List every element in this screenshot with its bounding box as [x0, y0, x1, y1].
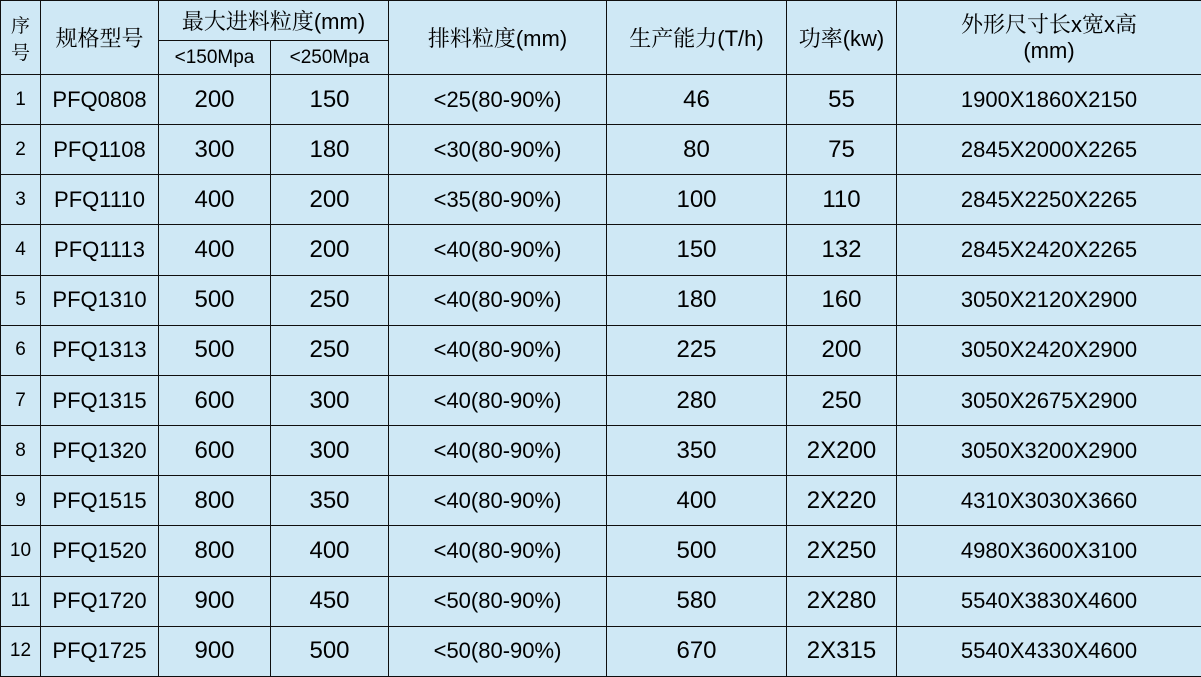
cell-feed150: 500: [159, 275, 271, 325]
cell-discharge: <40(80-90%): [389, 275, 607, 325]
cell-discharge: <40(80-90%): [389, 526, 607, 576]
table-row: [1, 325, 1201, 375]
cell-model: PFQ1520: [41, 526, 159, 576]
cell-feed250: 350: [271, 476, 389, 526]
cell-capacity: 670: [607, 626, 787, 676]
header-dimensions: [897, 1, 1201, 75]
cell-dimensions: 5540X4330X4600: [897, 626, 1201, 676]
header-index-line1: 序: [10, 15, 30, 37]
cell-index: 7: [1, 375, 41, 425]
cell-capacity: 180: [607, 275, 787, 325]
cell-feed150: 500: [159, 325, 271, 375]
cell-model: PFQ1110: [41, 175, 159, 225]
cell-capacity: 280: [607, 375, 787, 425]
cell-power: 2X220: [787, 476, 897, 526]
header-index-line2: 号: [10, 42, 30, 64]
cell-index: 6: [1, 325, 41, 375]
cell-feed150: 900: [159, 626, 271, 676]
cell-capacity: 400: [607, 476, 787, 526]
cell-dimensions: 3050X2675X2900: [897, 375, 1201, 425]
cell-power: 2X200: [787, 426, 897, 476]
cell-discharge: <40(80-90%): [389, 476, 607, 526]
cell-model: PFQ1108: [41, 125, 159, 175]
cell-index: 1: [1, 75, 41, 125]
cell-model: PFQ1310: [41, 275, 159, 325]
header-capacity: 生产能力(T/h): [607, 1, 787, 75]
header-row-primary: [1, 1, 1201, 41]
cell-discharge: <50(80-90%): [389, 576, 607, 626]
table-row: [1, 576, 1201, 626]
cell-model: PFQ1720: [41, 576, 159, 626]
table-row: [1, 626, 1201, 676]
cell-index: 9: [1, 476, 41, 526]
cell-feed250: 250: [271, 325, 389, 375]
cell-model: PFQ1113: [41, 225, 159, 275]
cell-feed250: 300: [271, 426, 389, 476]
cell-dimensions: 2845X2000X2265: [897, 125, 1201, 175]
cell-power: 250: [787, 375, 897, 425]
header-feed-under-250mpa: <250Mpa: [271, 41, 389, 75]
cell-dimensions: 4310X3030X3660: [897, 476, 1201, 526]
cell-power: 2X280: [787, 576, 897, 626]
cell-model: PFQ1725: [41, 626, 159, 676]
table-row: [1, 125, 1201, 175]
cell-capacity: 100: [607, 175, 787, 225]
cell-capacity: 350: [607, 426, 787, 476]
cell-dimensions: 3050X3200X2900: [897, 426, 1201, 476]
cell-feed250: 300: [271, 375, 389, 425]
cell-feed250: 200: [271, 175, 389, 225]
cell-feed250: 150: [271, 75, 389, 125]
cell-discharge: <40(80-90%): [389, 426, 607, 476]
cell-model: PFQ1515: [41, 476, 159, 526]
table-row: [1, 476, 1201, 526]
cell-power: 75: [787, 125, 897, 175]
table-header: [1, 1, 1201, 75]
cell-discharge: <40(80-90%): [389, 375, 607, 425]
cell-discharge: <50(80-90%): [389, 626, 607, 676]
cell-feed150: 900: [159, 576, 271, 626]
cell-index: 11: [1, 576, 41, 626]
cell-power: 200: [787, 325, 897, 375]
table-body: [1, 75, 1201, 677]
cell-dimensions: 4980X3600X3100: [897, 526, 1201, 576]
cell-power: 110: [787, 175, 897, 225]
table-row: [1, 75, 1201, 125]
cell-model: PFQ1320: [41, 426, 159, 476]
table-row: [1, 526, 1201, 576]
cell-capacity: 46: [607, 75, 787, 125]
table-row: [1, 175, 1201, 225]
cell-discharge: <25(80-90%): [389, 75, 607, 125]
cell-index: 10: [1, 526, 41, 576]
cell-feed250: 200: [271, 225, 389, 275]
cell-index: 3: [1, 175, 41, 225]
cell-feed150: 400: [159, 225, 271, 275]
header-power: 功率(kw): [787, 1, 897, 75]
cell-feed250: 250: [271, 275, 389, 325]
cell-power: 160: [787, 275, 897, 325]
cell-power: 55: [787, 75, 897, 125]
cell-feed150: 400: [159, 175, 271, 225]
cell-power: 132: [787, 225, 897, 275]
cell-capacity: 580: [607, 576, 787, 626]
cell-model: PFQ1315: [41, 375, 159, 425]
header-dimensions-line1: 外形尺寸长x宽x高: [960, 12, 1137, 38]
header-max-feed-size: 最大进料粒度(mm): [159, 1, 389, 41]
cell-feed150: 200: [159, 75, 271, 125]
cell-index: 8: [1, 426, 41, 476]
cell-capacity: 225: [607, 325, 787, 375]
cell-index: 12: [1, 626, 41, 676]
cell-feed250: 180: [271, 125, 389, 175]
table-row: [1, 426, 1201, 476]
header-feed-under-150mpa: <150Mpa: [159, 41, 271, 75]
header-dimensions-line2: (mm): [1023, 37, 1075, 63]
cell-discharge: <30(80-90%): [389, 125, 607, 175]
cell-model: PFQ1313: [41, 325, 159, 375]
cell-capacity: 150: [607, 225, 787, 275]
cell-feed150: 600: [159, 426, 271, 476]
cell-power: 2X315: [787, 626, 897, 676]
cell-dimensions: 3050X2420X2900: [897, 325, 1201, 375]
cell-feed250: 400: [271, 526, 389, 576]
cell-feed250: 450: [271, 576, 389, 626]
cell-feed150: 600: [159, 375, 271, 425]
cell-feed150: 800: [159, 526, 271, 576]
table-row: [1, 375, 1201, 425]
cell-dimensions: 2845X2420X2265: [897, 225, 1201, 275]
cell-dimensions: 2845X2250X2265: [897, 175, 1201, 225]
cell-index: 4: [1, 225, 41, 275]
table-row: [1, 225, 1201, 275]
cell-model: PFQ0808: [41, 75, 159, 125]
cell-feed150: 800: [159, 476, 271, 526]
cell-discharge: <40(80-90%): [389, 225, 607, 275]
cell-feed150: 300: [159, 125, 271, 175]
cell-index: 5: [1, 275, 41, 325]
cell-discharge: <40(80-90%): [389, 325, 607, 375]
header-model: 规格型号: [41, 1, 159, 75]
cell-discharge: <35(80-90%): [389, 175, 607, 225]
cell-power: 2X250: [787, 526, 897, 576]
header-index: [1, 1, 41, 75]
cell-dimensions: 1900X1860X2150: [897, 75, 1201, 125]
header-discharge-size: 排料粒度(mm): [389, 1, 607, 75]
cell-dimensions: 5540X3830X4600: [897, 576, 1201, 626]
table-row: [1, 275, 1201, 325]
cell-feed250: 500: [271, 626, 389, 676]
cell-dimensions: 3050X2120X2900: [897, 275, 1201, 325]
cell-capacity: 80: [607, 125, 787, 175]
cell-index: 2: [1, 125, 41, 175]
cell-capacity: 500: [607, 526, 787, 576]
